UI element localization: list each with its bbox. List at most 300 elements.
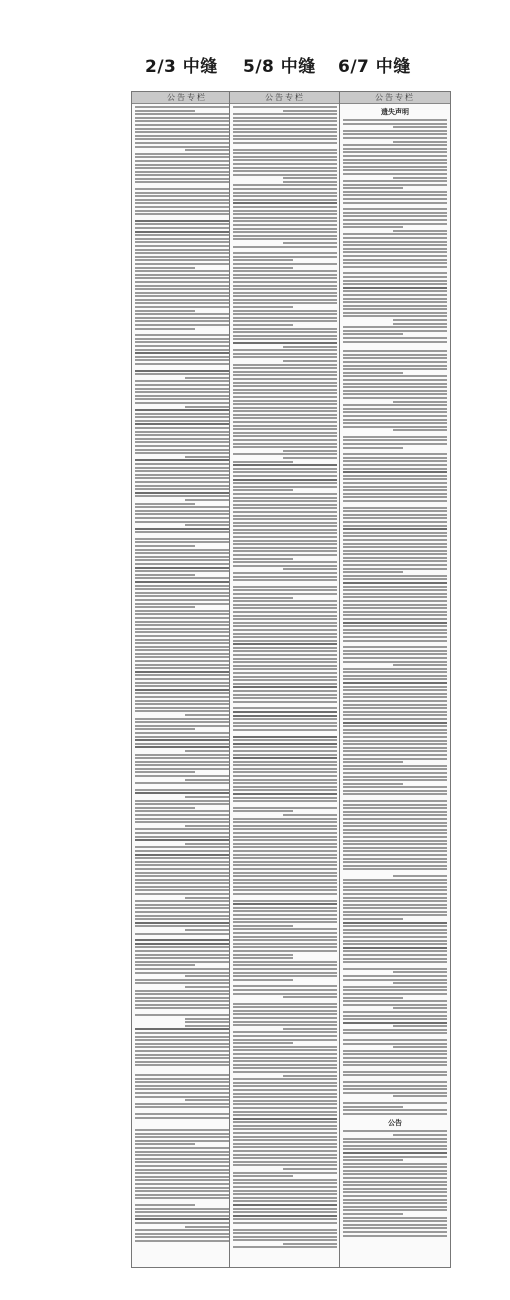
text-line <box>233 615 337 617</box>
text-line <box>233 529 337 531</box>
text-line <box>135 1014 239 1016</box>
text-line <box>135 117 239 119</box>
text-line <box>343 354 447 356</box>
text-line <box>135 1187 239 1189</box>
text-line <box>135 964 195 966</box>
text-line <box>233 1143 337 1145</box>
text-line <box>233 1013 337 1015</box>
text-line <box>233 836 337 838</box>
text-line <box>135 474 239 476</box>
text-line <box>233 597 293 599</box>
text-line <box>233 810 293 812</box>
text-line <box>233 558 293 560</box>
notice-column-3 <box>339 91 451 1268</box>
text-line <box>233 882 337 884</box>
text-line <box>233 392 337 394</box>
text-line <box>233 839 337 841</box>
text-line <box>393 401 447 403</box>
text-line <box>233 217 337 219</box>
text-line <box>233 195 337 197</box>
text-line <box>343 411 447 413</box>
text-line <box>233 1103 337 1105</box>
text-line <box>343 578 447 580</box>
text-line <box>343 993 447 995</box>
text-line <box>233 1236 337 1238</box>
text-line <box>343 790 447 792</box>
text-line <box>135 993 239 995</box>
text-line <box>343 507 447 509</box>
text-line <box>343 133 447 135</box>
text-line <box>343 312 447 314</box>
text-line <box>343 568 447 570</box>
text-line <box>135 674 239 676</box>
text-line <box>135 334 239 336</box>
text-line <box>343 822 447 824</box>
text-line <box>233 850 337 852</box>
text-line <box>233 382 337 384</box>
text-line <box>135 213 239 215</box>
text-line <box>233 1222 337 1224</box>
text-line <box>233 950 337 952</box>
text-line <box>135 1233 239 1235</box>
text-line <box>343 532 447 534</box>
text-line <box>135 160 239 162</box>
text-line <box>343 553 447 555</box>
text-line <box>135 757 239 759</box>
text-line <box>135 624 239 626</box>
text-line <box>233 985 337 987</box>
text-line <box>343 1057 447 1059</box>
text-line <box>343 825 447 827</box>
text-line <box>343 886 447 888</box>
text-line <box>135 922 239 924</box>
text-line <box>343 854 447 856</box>
text-line <box>343 840 447 842</box>
text-line <box>135 153 239 155</box>
text-line <box>233 124 337 126</box>
text-line <box>233 936 337 938</box>
text-line <box>233 683 337 685</box>
text-line <box>233 453 337 455</box>
text-line <box>343 468 447 470</box>
text-line <box>135 1133 239 1135</box>
text-line <box>233 246 337 248</box>
text-line <box>135 725 239 727</box>
text-line <box>135 732 239 734</box>
text-line <box>135 302 239 304</box>
text-line <box>233 479 337 481</box>
text-line <box>343 882 447 884</box>
text-line <box>343 607 447 609</box>
text-line <box>135 131 239 133</box>
text-line <box>233 135 337 137</box>
text-line <box>343 575 447 577</box>
text-line <box>233 206 337 208</box>
text-line <box>135 721 239 723</box>
text-line <box>135 1236 239 1238</box>
text-line <box>343 783 403 785</box>
text-line <box>343 1032 447 1034</box>
text-line <box>135 1057 239 1059</box>
text-line <box>135 445 239 447</box>
text-line <box>135 306 239 308</box>
text-line <box>233 572 337 574</box>
text-line <box>343 989 447 991</box>
text-line <box>233 220 337 222</box>
text-line <box>233 1107 337 1109</box>
text-line <box>343 166 447 168</box>
text-line <box>343 489 447 491</box>
text-line <box>343 754 447 756</box>
text-line <box>343 832 447 834</box>
text-line <box>135 700 239 702</box>
text-line <box>135 1158 239 1160</box>
text-line <box>135 1151 239 1153</box>
text-line <box>343 226 403 228</box>
text-line <box>233 943 337 945</box>
text-line <box>233 231 337 233</box>
text-line <box>233 364 337 366</box>
text-line <box>135 746 239 748</box>
text-line <box>233 174 337 176</box>
text-line <box>343 604 447 606</box>
text-line <box>343 1061 447 1063</box>
text-line <box>233 113 337 115</box>
text-line <box>233 285 337 287</box>
text-line <box>135 660 239 662</box>
section-title-lost: 遗失声明 <box>381 108 409 116</box>
text-line <box>233 672 337 674</box>
text-line <box>393 1007 447 1009</box>
text-line <box>343 675 447 677</box>
text-line <box>135 925 239 927</box>
text-line <box>343 1102 447 1104</box>
text-line <box>233 156 337 158</box>
text-line <box>135 503 195 505</box>
text-line <box>233 925 293 927</box>
text-line <box>135 972 239 974</box>
text-line <box>233 1060 337 1062</box>
text-line <box>233 1229 337 1231</box>
text-line <box>135 1036 239 1038</box>
text-line <box>343 184 447 186</box>
text-line <box>135 807 195 809</box>
text-line <box>343 843 447 845</box>
text-line <box>343 1163 447 1165</box>
text-line <box>233 471 337 473</box>
text-line <box>233 1239 337 1241</box>
text-line <box>135 689 239 691</box>
text-line <box>135 110 195 112</box>
text-line <box>393 1046 447 1048</box>
text-line <box>343 700 447 702</box>
text-line <box>135 1218 239 1220</box>
text-line <box>343 618 447 620</box>
text-line <box>233 1154 337 1156</box>
text-line <box>343 248 447 250</box>
text-line <box>135 1208 239 1210</box>
text-line <box>233 593 337 595</box>
text-line <box>343 1166 447 1168</box>
section-title-notice: 公告 <box>388 1119 402 1128</box>
text-line <box>343 148 447 150</box>
text-line <box>135 459 239 461</box>
text-line <box>135 628 239 630</box>
text-line <box>233 954 293 956</box>
text-line <box>135 288 239 290</box>
text-line <box>135 528 239 530</box>
text-line <box>135 384 239 386</box>
text-line <box>233 468 337 470</box>
text-line <box>343 272 447 274</box>
text-line <box>135 138 239 140</box>
text-line <box>233 439 337 441</box>
text-line <box>233 647 337 649</box>
text-line <box>233 989 337 991</box>
text-line <box>135 1143 195 1145</box>
text-line <box>135 768 239 770</box>
text-line <box>233 679 337 681</box>
text-line <box>233 1010 337 1012</box>
text-line <box>343 586 447 588</box>
text-line <box>233 1017 337 1019</box>
text-line <box>343 475 447 477</box>
text-line <box>135 328 195 330</box>
text-line <box>233 650 337 652</box>
text-line <box>135 1222 239 1224</box>
text-line <box>233 106 337 108</box>
text-line <box>135 1147 239 1149</box>
text-line <box>343 517 447 519</box>
text-line <box>343 1015 447 1017</box>
text-line <box>135 195 239 197</box>
text-line <box>233 793 337 795</box>
text-line <box>135 939 239 941</box>
text-line <box>135 352 239 354</box>
text-line <box>343 546 447 548</box>
text-line <box>343 671 447 673</box>
text-line <box>343 543 447 545</box>
text-line <box>135 635 239 637</box>
text-line <box>343 593 447 595</box>
text-line <box>343 1224 447 1226</box>
text-line <box>343 1202 447 1204</box>
text-line <box>233 292 337 294</box>
text-line <box>343 350 447 352</box>
text-line <box>135 696 239 698</box>
text-line <box>233 743 337 745</box>
text-line <box>343 330 447 332</box>
text-line <box>233 263 337 265</box>
text-line <box>233 1046 337 1048</box>
text-line <box>233 921 337 923</box>
text-line <box>343 557 447 559</box>
text-line <box>135 349 239 351</box>
text-line <box>233 757 337 759</box>
text-line <box>343 868 447 870</box>
text-line <box>343 1181 447 1183</box>
text-line <box>343 582 447 584</box>
text-line <box>233 900 337 902</box>
text-line <box>135 671 239 673</box>
text-line <box>233 504 337 506</box>
text-line <box>233 701 337 703</box>
text-line <box>283 568 337 570</box>
text-line <box>233 661 337 663</box>
text-line <box>343 305 447 307</box>
text-line <box>343 614 447 616</box>
text-line <box>233 310 337 312</box>
text-line <box>343 514 447 516</box>
text-line <box>135 904 239 906</box>
text-line <box>135 274 239 276</box>
text-line <box>233 636 337 638</box>
text-line <box>135 710 239 712</box>
text-line <box>135 968 239 970</box>
text-line <box>135 1204 195 1206</box>
text-line <box>233 493 337 495</box>
text-line <box>343 276 447 278</box>
text-line <box>233 1190 337 1192</box>
text-line <box>233 1096 337 1098</box>
text-line <box>343 290 447 292</box>
text-line <box>135 900 239 902</box>
text-line <box>343 439 447 441</box>
text-line <box>135 789 239 791</box>
text-line <box>233 1082 337 1084</box>
text-line <box>233 665 337 667</box>
text-line <box>233 288 337 290</box>
text-line <box>135 982 239 984</box>
text-line <box>233 202 337 204</box>
text-line <box>233 540 337 542</box>
text-line <box>233 729 337 731</box>
text-line <box>135 646 239 648</box>
text-line <box>233 640 337 642</box>
text-line <box>343 961 447 963</box>
text-line <box>343 600 447 602</box>
text-line <box>135 324 239 326</box>
text-line <box>135 341 239 343</box>
text-line <box>135 599 239 601</box>
text-line <box>343 397 447 399</box>
text-line <box>135 736 239 738</box>
text-line <box>135 128 239 130</box>
text-line <box>343 259 447 261</box>
text-line <box>135 1165 239 1167</box>
text-line <box>233 864 337 866</box>
text-line <box>343 443 447 445</box>
text-line <box>233 328 337 330</box>
text-line <box>343 897 447 899</box>
text-line <box>135 1043 239 1045</box>
text-line <box>233 1031 337 1033</box>
text-line <box>343 736 447 738</box>
text-line <box>233 120 337 122</box>
text-line <box>135 1054 239 1056</box>
text-line <box>343 162 447 164</box>
text-line <box>233 600 337 602</box>
text-line <box>343 729 447 731</box>
text-line <box>135 592 239 594</box>
text-line <box>233 371 337 373</box>
text-line <box>283 181 337 183</box>
text-line <box>233 210 337 212</box>
text-line <box>135 595 239 597</box>
text-line <box>233 754 337 756</box>
text-line <box>233 625 337 627</box>
text-line <box>233 903 337 905</box>
text-line <box>343 1220 447 1222</box>
text-line <box>135 220 239 222</box>
text-line <box>393 177 447 179</box>
text-line <box>343 686 447 688</box>
text-line <box>343 640 447 642</box>
text-line <box>233 117 337 119</box>
text-line <box>135 1113 239 1115</box>
text-line <box>233 690 337 692</box>
text-line <box>135 1129 239 1131</box>
text-line <box>343 326 447 328</box>
text-line <box>343 1106 403 1108</box>
text-line <box>135 1197 239 1199</box>
text-line <box>135 743 239 745</box>
text-line <box>343 436 447 438</box>
text-line <box>343 251 447 253</box>
text-line <box>233 425 337 427</box>
text-line <box>393 429 447 431</box>
text-line <box>233 407 337 409</box>
text-line <box>343 807 447 809</box>
text-line <box>135 574 195 576</box>
text-line <box>343 341 447 343</box>
text-line <box>135 990 239 992</box>
text-line <box>233 299 337 301</box>
page-label-6-7: 6/7 中缝 <box>338 57 411 77</box>
text-line <box>233 1208 337 1210</box>
text-line <box>233 857 337 859</box>
text-line <box>343 493 447 495</box>
text-line <box>135 1007 239 1009</box>
text-line <box>343 1022 447 1024</box>
text-line <box>135 864 239 866</box>
text-line <box>233 1057 337 1059</box>
text-line <box>343 301 447 303</box>
text-line <box>283 814 337 816</box>
text-line <box>283 177 337 179</box>
text-line <box>233 295 337 297</box>
text-line <box>233 1186 337 1188</box>
text-line <box>233 907 337 909</box>
text-line <box>343 765 447 767</box>
text-line <box>343 144 447 146</box>
text-line <box>233 932 337 934</box>
text-line <box>343 151 447 153</box>
text-line <box>135 1081 239 1083</box>
text-line <box>343 925 447 927</box>
text-line <box>135 857 239 859</box>
text-line <box>343 375 447 377</box>
text-line <box>343 539 447 541</box>
text-line <box>343 155 447 157</box>
text-line <box>393 141 447 143</box>
text-line <box>135 373 239 375</box>
column-text-block <box>340 117 450 1118</box>
text-line <box>343 893 447 895</box>
text-line <box>343 732 447 734</box>
text-line <box>135 1064 239 1066</box>
text-line <box>343 900 447 902</box>
